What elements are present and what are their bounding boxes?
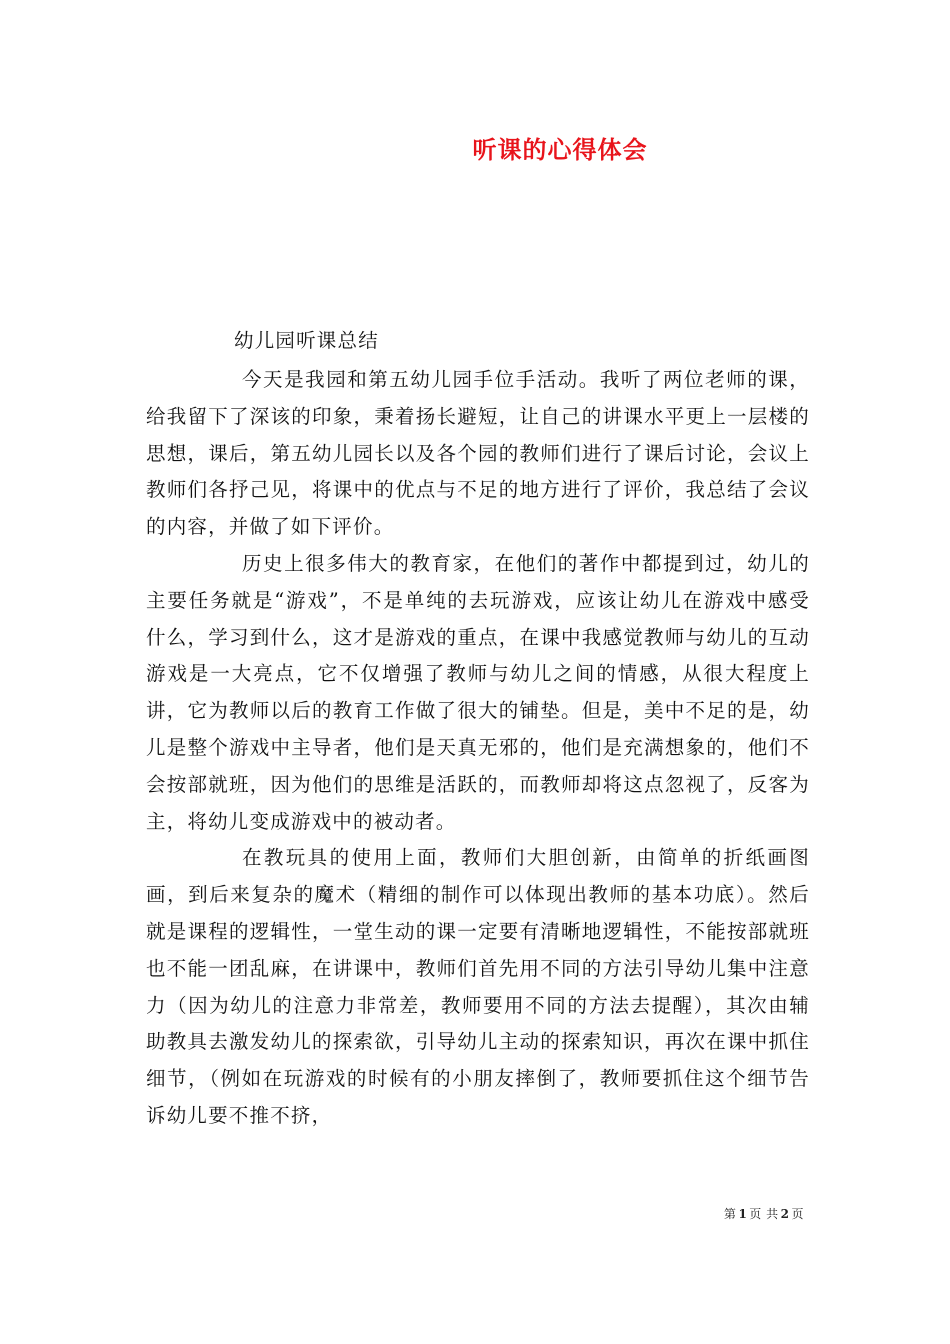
footer-total-pages: 2: [780, 1207, 790, 1221]
document-subtitle: 幼儿园听课总结: [234, 329, 379, 352]
footer-current-page: 1: [738, 1207, 748, 1221]
document-body: [146, 328, 810, 1135]
footer-suffix: 页: [791, 1207, 804, 1221]
footer-middle: 页 共: [749, 1207, 779, 1221]
paragraph-3: 在教玩具的使用上面，教师们大胆创新，由简单的折纸画图画，到后来复杂的魔术（精细的制作可以体现出教师的基本功底）。然后就是课程的逻辑性，一堂生动的课一定要有清晰地逻辑性，不能按部就班也不能一团乱麻，在讲课中，教师们首先用不同的方法引导幼儿集中注意力（因为幼儿的注意力非常差，教师要用不同的方法去提醒），其次由辅助教具去激发幼儿的探索欲，引导幼儿主动的探索知识，再次在课中抓住细节，（例如在玩游戏的时候有的小朋友摔倒了，教师要抓住这个细节告诉幼儿要不推不挤，: [146, 846, 810, 1127]
paragraph-2: 历史上很多伟大的教育家，在他们的著作中都提到过，幼儿的主要任务就是“游戏”，不是单纯的去玩游戏，应该让幼儿在游戏中感受什么，学习到什么，这才是游戏的重点，在课中我感觉教师与幼儿的互动游戏是一大亮点，它不仅增强了教师与幼儿之间的情感，从很大程度上讲，它为教师以后的教育工作做了很大的铺垫。但是，美中不足的是，幼儿是整个游戏中主导者，他们是天真无邪的，他们是充满想象的，他们不会按部就班，因为他们的思维是活跃的，而教师却将这点忽视了，反客为主，将幼儿变成游戏中的被动者。: [146, 551, 810, 833]
paragraph-1: 今天是我园和第五幼儿园手位手活动。我听了两位老师的课，给我留下了深该的印象，秉着扬长避短，让自己的讲课水平更上一层楼的思想，课后，第五幼儿园长以及各个园的教师们进行了课后讨论，会议上教师们各抒己见，将课中的优点与不足的地方进行了评价，我总结了会议的内容，并做了如下评价。: [146, 368, 810, 539]
footer-prefix: 第: [723, 1207, 737, 1221]
page-number-footer: [724, 1205, 804, 1222]
document-title: 听课的心得体会: [472, 135, 648, 164]
